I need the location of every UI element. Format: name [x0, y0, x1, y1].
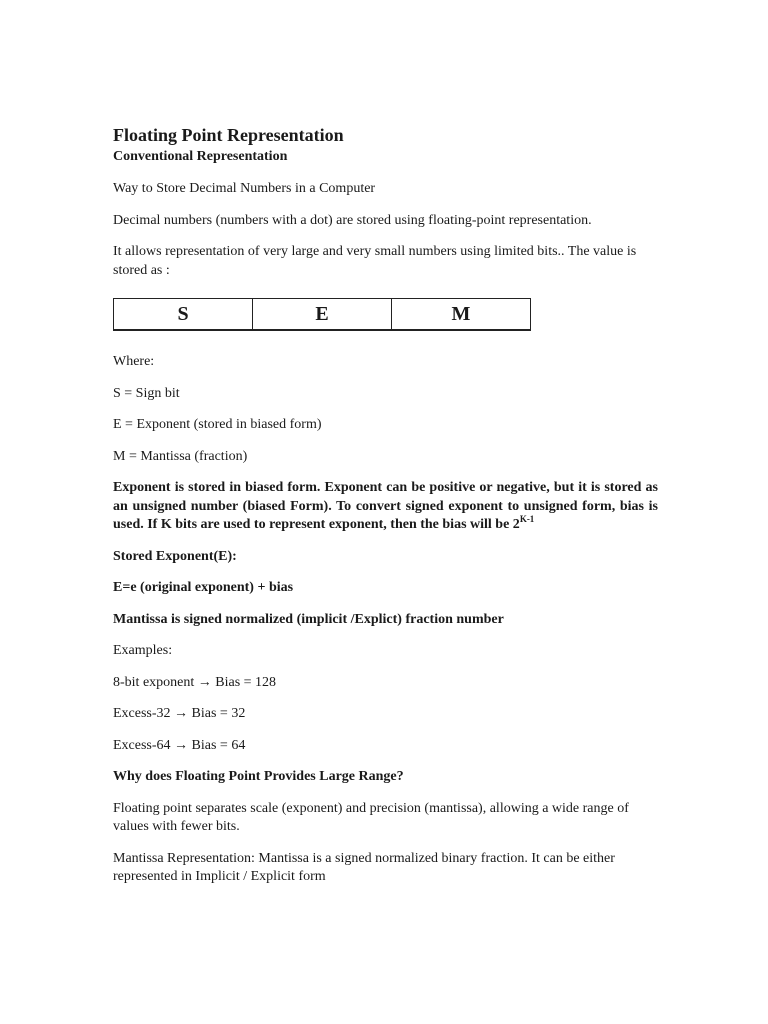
definition-mantissa: M = Mantissa (fraction) [113, 448, 248, 464]
decimal-numbers-paragraph: Decimal numbers (numbers with a dot) are stored using floating-point representation. [113, 212, 592, 228]
sem-layout-table [113, 298, 531, 331]
definition-sign: S = Sign bit [113, 385, 180, 401]
mantissa-signed-line: Mantissa is signed normalized (implicit /Explict) fraction number [113, 611, 504, 627]
table-row [114, 299, 531, 331]
large-range-heading: Why does Floating Point Provides Large Range? [113, 769, 404, 784]
bias-paragraph [113, 479, 658, 535]
sign-cell: S [114, 299, 253, 331]
document-page [113, 124, 658, 887]
representation-paragraph: It allows representation of very large and very small numbers using limited bits.. The value is stored as : [113, 244, 637, 278]
page-title: Floating Point Representation [113, 125, 344, 145]
example-item: 8-bit exponent → Bias = 128 [113, 674, 277, 690]
definition-exponent: E = Exponent (stored in biased form) [113, 417, 322, 432]
exponent-cell: E [253, 299, 392, 331]
where-label: Where: [113, 354, 155, 369]
large-range-paragraph: Floating point separates scale (exponent) and precision (mantissa), allowing a wide range of values with fewer bits. [113, 800, 629, 834]
examples-label: Examples: [113, 643, 173, 658]
section-subtitle: Conventional Representation [113, 149, 288, 164]
bias-exponent-superscript: K-1 [519, 514, 535, 524]
mantissa-representation-paragraph: Mantissa Representation: Mantissa is a signed normalized binary fraction. It can be either represented in Implicit / Explicit form [113, 850, 615, 884]
mantissa-cell: M [392, 299, 531, 331]
example-item: Excess-64 → Bias = 64 [113, 737, 246, 753]
bias-paragraph-text: Exponent is stored in biased form. Exponent can be positive or negative, but it is stored as an unsigned number (biased Form). To convert signed exponent to unsigned form, bias is used. If K bits are used to represent exponent, then the bias will be 2 [113, 480, 658, 532]
intro-line: Way to Store Decimal Numbers in a Computer [113, 181, 376, 196]
example-item: Excess-32 → Bias = 32 [113, 706, 246, 721]
exponent-formula: E=e (original exponent) + bias [113, 580, 294, 595]
stored-exponent-heading: Stored Exponent(E): [113, 548, 237, 564]
